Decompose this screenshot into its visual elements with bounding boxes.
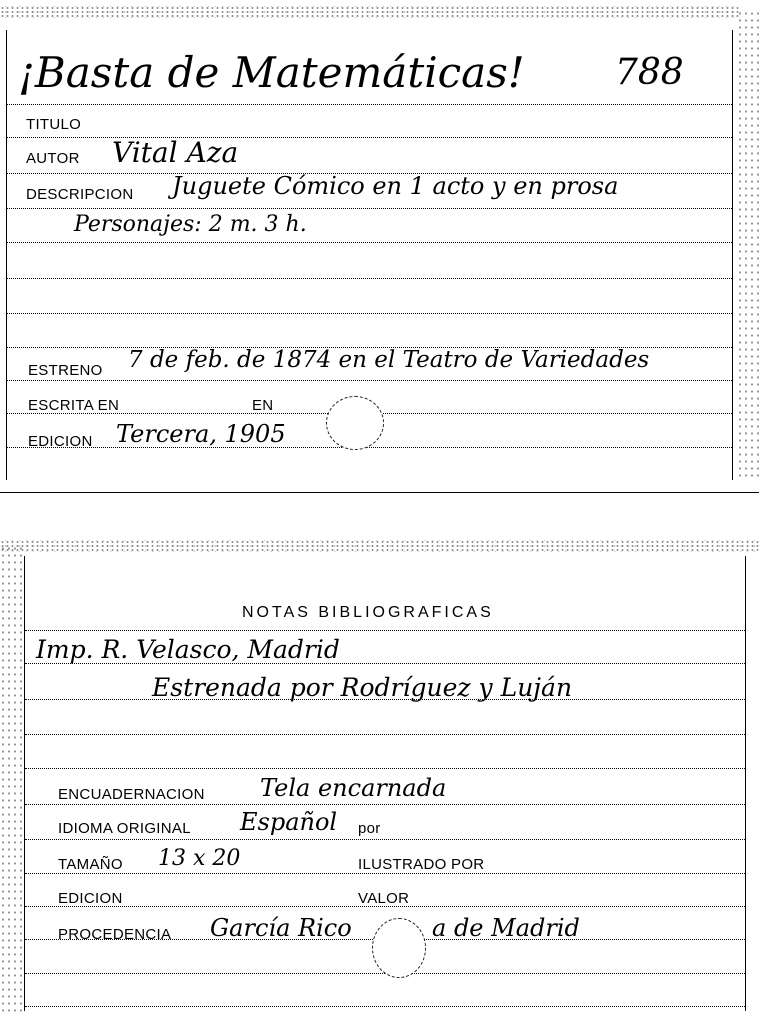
label-escrita-en: ESCRITA EN — [28, 397, 120, 414]
label-ilustrado-por: ILUSTRADO POR — [358, 856, 485, 873]
value-tamano: 13 x 20 — [158, 846, 241, 871]
label-autor: AUTOR — [26, 150, 80, 167]
catalog-number: 788 — [615, 52, 684, 93]
card1-top-edge — [0, 6, 740, 18]
value-descripcion-line1: Juguete Cómico en 1 acto y en prosa — [172, 172, 619, 200]
label-por: por — [358, 820, 381, 837]
label-titulo: TITULO — [26, 116, 82, 133]
label-estreno: ESTRENO — [28, 362, 103, 379]
value-edicion: Tercera, 1905 — [116, 420, 286, 448]
value-idioma-original: Español — [240, 808, 338, 836]
card2-left-edge — [0, 545, 22, 1015]
label-valor: VALOR — [358, 890, 410, 907]
title-handwritten: ¡Basta de Matemáticas! — [18, 48, 525, 97]
card2-top-edge — [0, 540, 759, 552]
label-tamano: TAMAÑO — [58, 856, 123, 873]
punch-hole-stamp — [326, 396, 384, 450]
card-separator — [0, 492, 759, 493]
value-descripcion-line2: Personajes: 2 m. 3 h. — [74, 212, 307, 237]
value-autor: Vital Aza — [112, 136, 239, 169]
label-edicion-2: EDICION — [58, 890, 123, 907]
value-estreno: 7 de feb. de 1874 en el Teatro de Variedades — [128, 347, 650, 373]
notes-line2: Estrenada por Rodríguez y Luján — [152, 673, 573, 702]
notes-line1: Imp. R. Velasco, Madrid — [36, 635, 340, 664]
notas-heading: NOTAS BIBLIOGRAFICAS — [242, 604, 494, 621]
label-edicion: EDICION — [28, 433, 93, 450]
label-descripcion: DESCRIPCION — [26, 186, 134, 203]
card1-right-edge — [737, 10, 759, 480]
label-encuadernacion: ENCUADERNACION — [58, 786, 205, 803]
label-idioma-original: IDIOMA ORIGINAL — [58, 820, 191, 837]
value-procedencia-part2: a de Madrid — [432, 914, 580, 942]
label-procedencia: PROCEDENCIA — [58, 926, 172, 943]
punch-hole-stamp-2 — [372, 918, 426, 978]
value-procedencia-part1: García Rico — [210, 914, 352, 942]
label-en: EN — [252, 397, 274, 414]
value-encuadernacion: Tela encarnada — [260, 774, 447, 802]
